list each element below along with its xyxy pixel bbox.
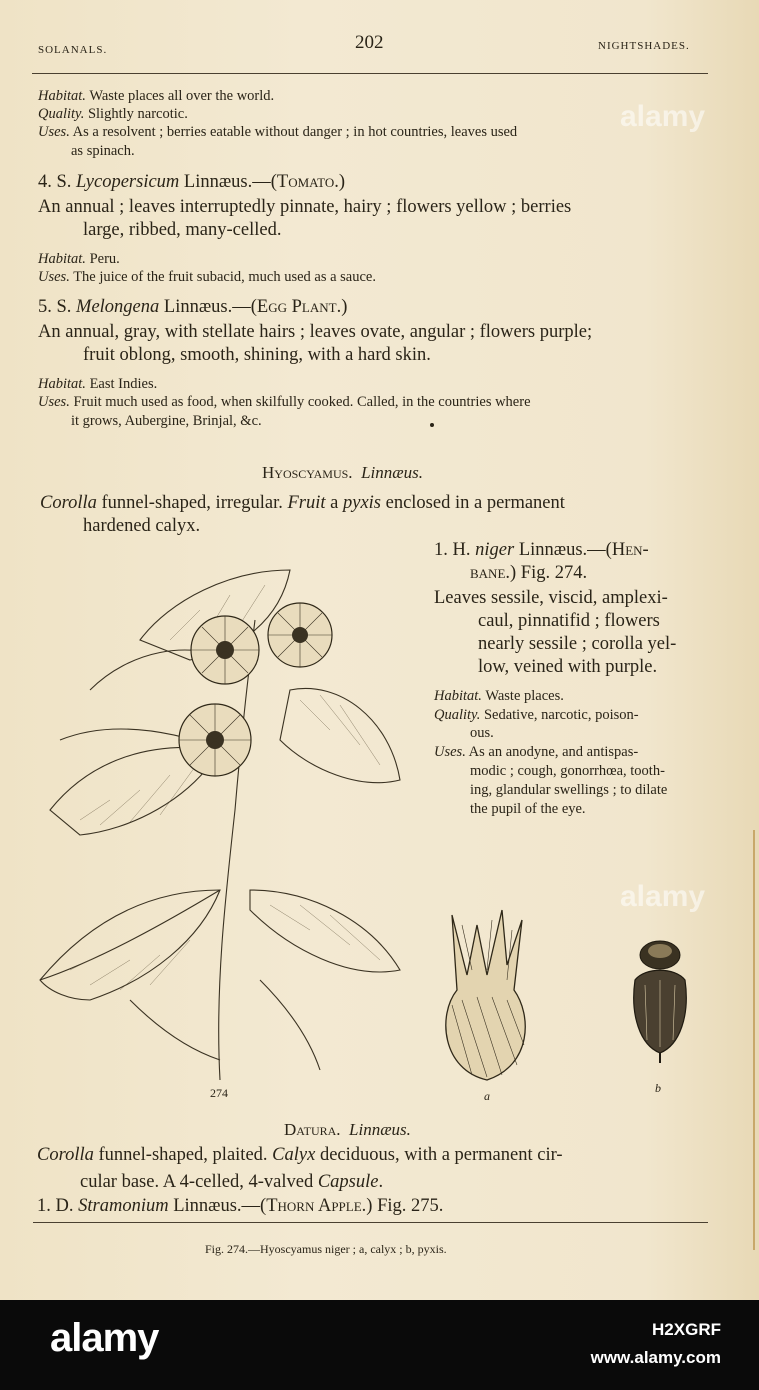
species-4-desc-cont: large, ribbed, many-celled. <box>83 220 282 240</box>
running-header-left: SOLANALS. <box>38 44 108 56</box>
watermark: alamy <box>620 100 706 133</box>
stock-footer <box>0 1300 759 1390</box>
hyoscyamus-genus-heading: Hyoscyamus. Linnæus. <box>262 463 423 482</box>
henbane-uses: Uses. As an anodyne, and antispas- <box>434 744 639 760</box>
intro-uses-cont: as spinach. <box>71 143 135 159</box>
henbane-habitat: Habitat. Waste places. <box>434 688 564 704</box>
page-edge <box>753 830 755 1250</box>
henbane-heading: 1. H. niger Linnæus.—(Hen- <box>434 540 649 560</box>
datura-genus-desc-cont: cular base. A 4-celled, 4-valved Capsule. <box>80 1172 384 1192</box>
species-5-desc-cont: fruit oblong, smooth, shining, with a hard skin. <box>83 345 431 365</box>
henbane-illustration <box>30 560 410 1080</box>
henbane-uses-4: the pupil of the eye. <box>470 801 586 817</box>
pyxis-label: b <box>655 1081 661 1095</box>
species-5-uses-cont: it grows, Aubergine, Brinjal, &c. <box>71 413 262 429</box>
henbane-heading-cont: bane.) Fig. 274. <box>470 563 588 583</box>
species-4-desc: An annual ; leaves interruptedly pinnate, hairy ; flowers yellow ; berries <box>38 197 572 217</box>
species-5-uses: Uses. Fruit much used as food, when skilfully cooked. Called, in the countries where <box>38 394 531 410</box>
henbane-desc-2: caul, pinnatifid ; flowers <box>478 611 660 631</box>
hyoscyamus-genus-desc-cont: hardened calyx. <box>83 516 201 536</box>
intro-quality: Quality. Slightly narcotic. <box>38 106 188 122</box>
hyoscyamus-genus-desc: Corolla funnel-shaped, irregular. Fruit a pyxis enclosed in a permanent <box>40 493 565 513</box>
intro-uses: Uses. As a resolvent ; berries eatable without danger ; in hot countries, leaves used <box>38 124 518 140</box>
calyx-illustration <box>432 905 537 1085</box>
site-url: www.alamy.com <box>590 1348 721 1367</box>
figure-caption: Fig. 274.—Hyoscyamus niger ; a, calyx ; b, pyxis. <box>205 1242 447 1256</box>
species-4-uses: Uses. The juice of the fruit subacid, much used as a sauce. <box>38 269 376 285</box>
henbane-uses-3: ing, glandular swellings ; to dilate <box>470 782 668 798</box>
header-rule <box>32 73 708 74</box>
species-5-desc: An annual, gray, with stellate hairs ; leaves ovate, angular ; flowers purple; <box>38 322 593 342</box>
henbane-desc-1: Leaves sessile, viscid, amplexi- <box>434 588 668 608</box>
datura-genus-heading: Datura. Linnæus. <box>284 1120 411 1139</box>
figure-274-number: 274 <box>210 1086 228 1100</box>
species-5-habitat: Habitat. East Indies. <box>38 376 158 392</box>
species-4-habitat: Habitat. Peru. <box>38 251 120 267</box>
footnote-rule <box>33 1222 708 1223</box>
page-number: 202 <box>355 32 384 53</box>
running-header-right: NIGHTSHADES. <box>598 40 690 52</box>
ink-dot <box>430 423 434 427</box>
intro-habitat: Habitat. Waste places all over the world. <box>38 88 275 104</box>
pyxis-illustration <box>625 935 695 1065</box>
henbane-quality: Quality. Sedative, narcotic, poison- <box>434 707 639 723</box>
alamy-logo: alamy <box>50 1316 159 1360</box>
henbane-desc-4: low, veined with purple. <box>478 657 658 677</box>
henbane-quality-cont: ous. <box>470 725 494 741</box>
henbane-uses-2: modic ; cough, gonorrhœa, tooth- <box>470 763 665 779</box>
watermark: alamy <box>620 880 706 913</box>
image-id: H2XGRF <box>652 1320 721 1339</box>
species-5-heading: 5. S. Melongena Linnæus.—(Egg Plant.) <box>38 297 348 317</box>
datura-genus-desc: Corolla funnel-shaped, plaited. Calyx deciduous, with a permanent cir- <box>37 1145 563 1165</box>
henbane-desc-3: nearly sessile ; corolla yel- <box>478 634 677 654</box>
calyx-label: a <box>484 1089 490 1103</box>
species-4-heading: 4. S. Lycopersicum Linnæus.—(Tomato.) <box>38 172 346 192</box>
thorn-apple-heading: 1. D. Stramonium Linnæus.—(Thorn Apple.) Fig. 275. <box>37 1196 444 1216</box>
